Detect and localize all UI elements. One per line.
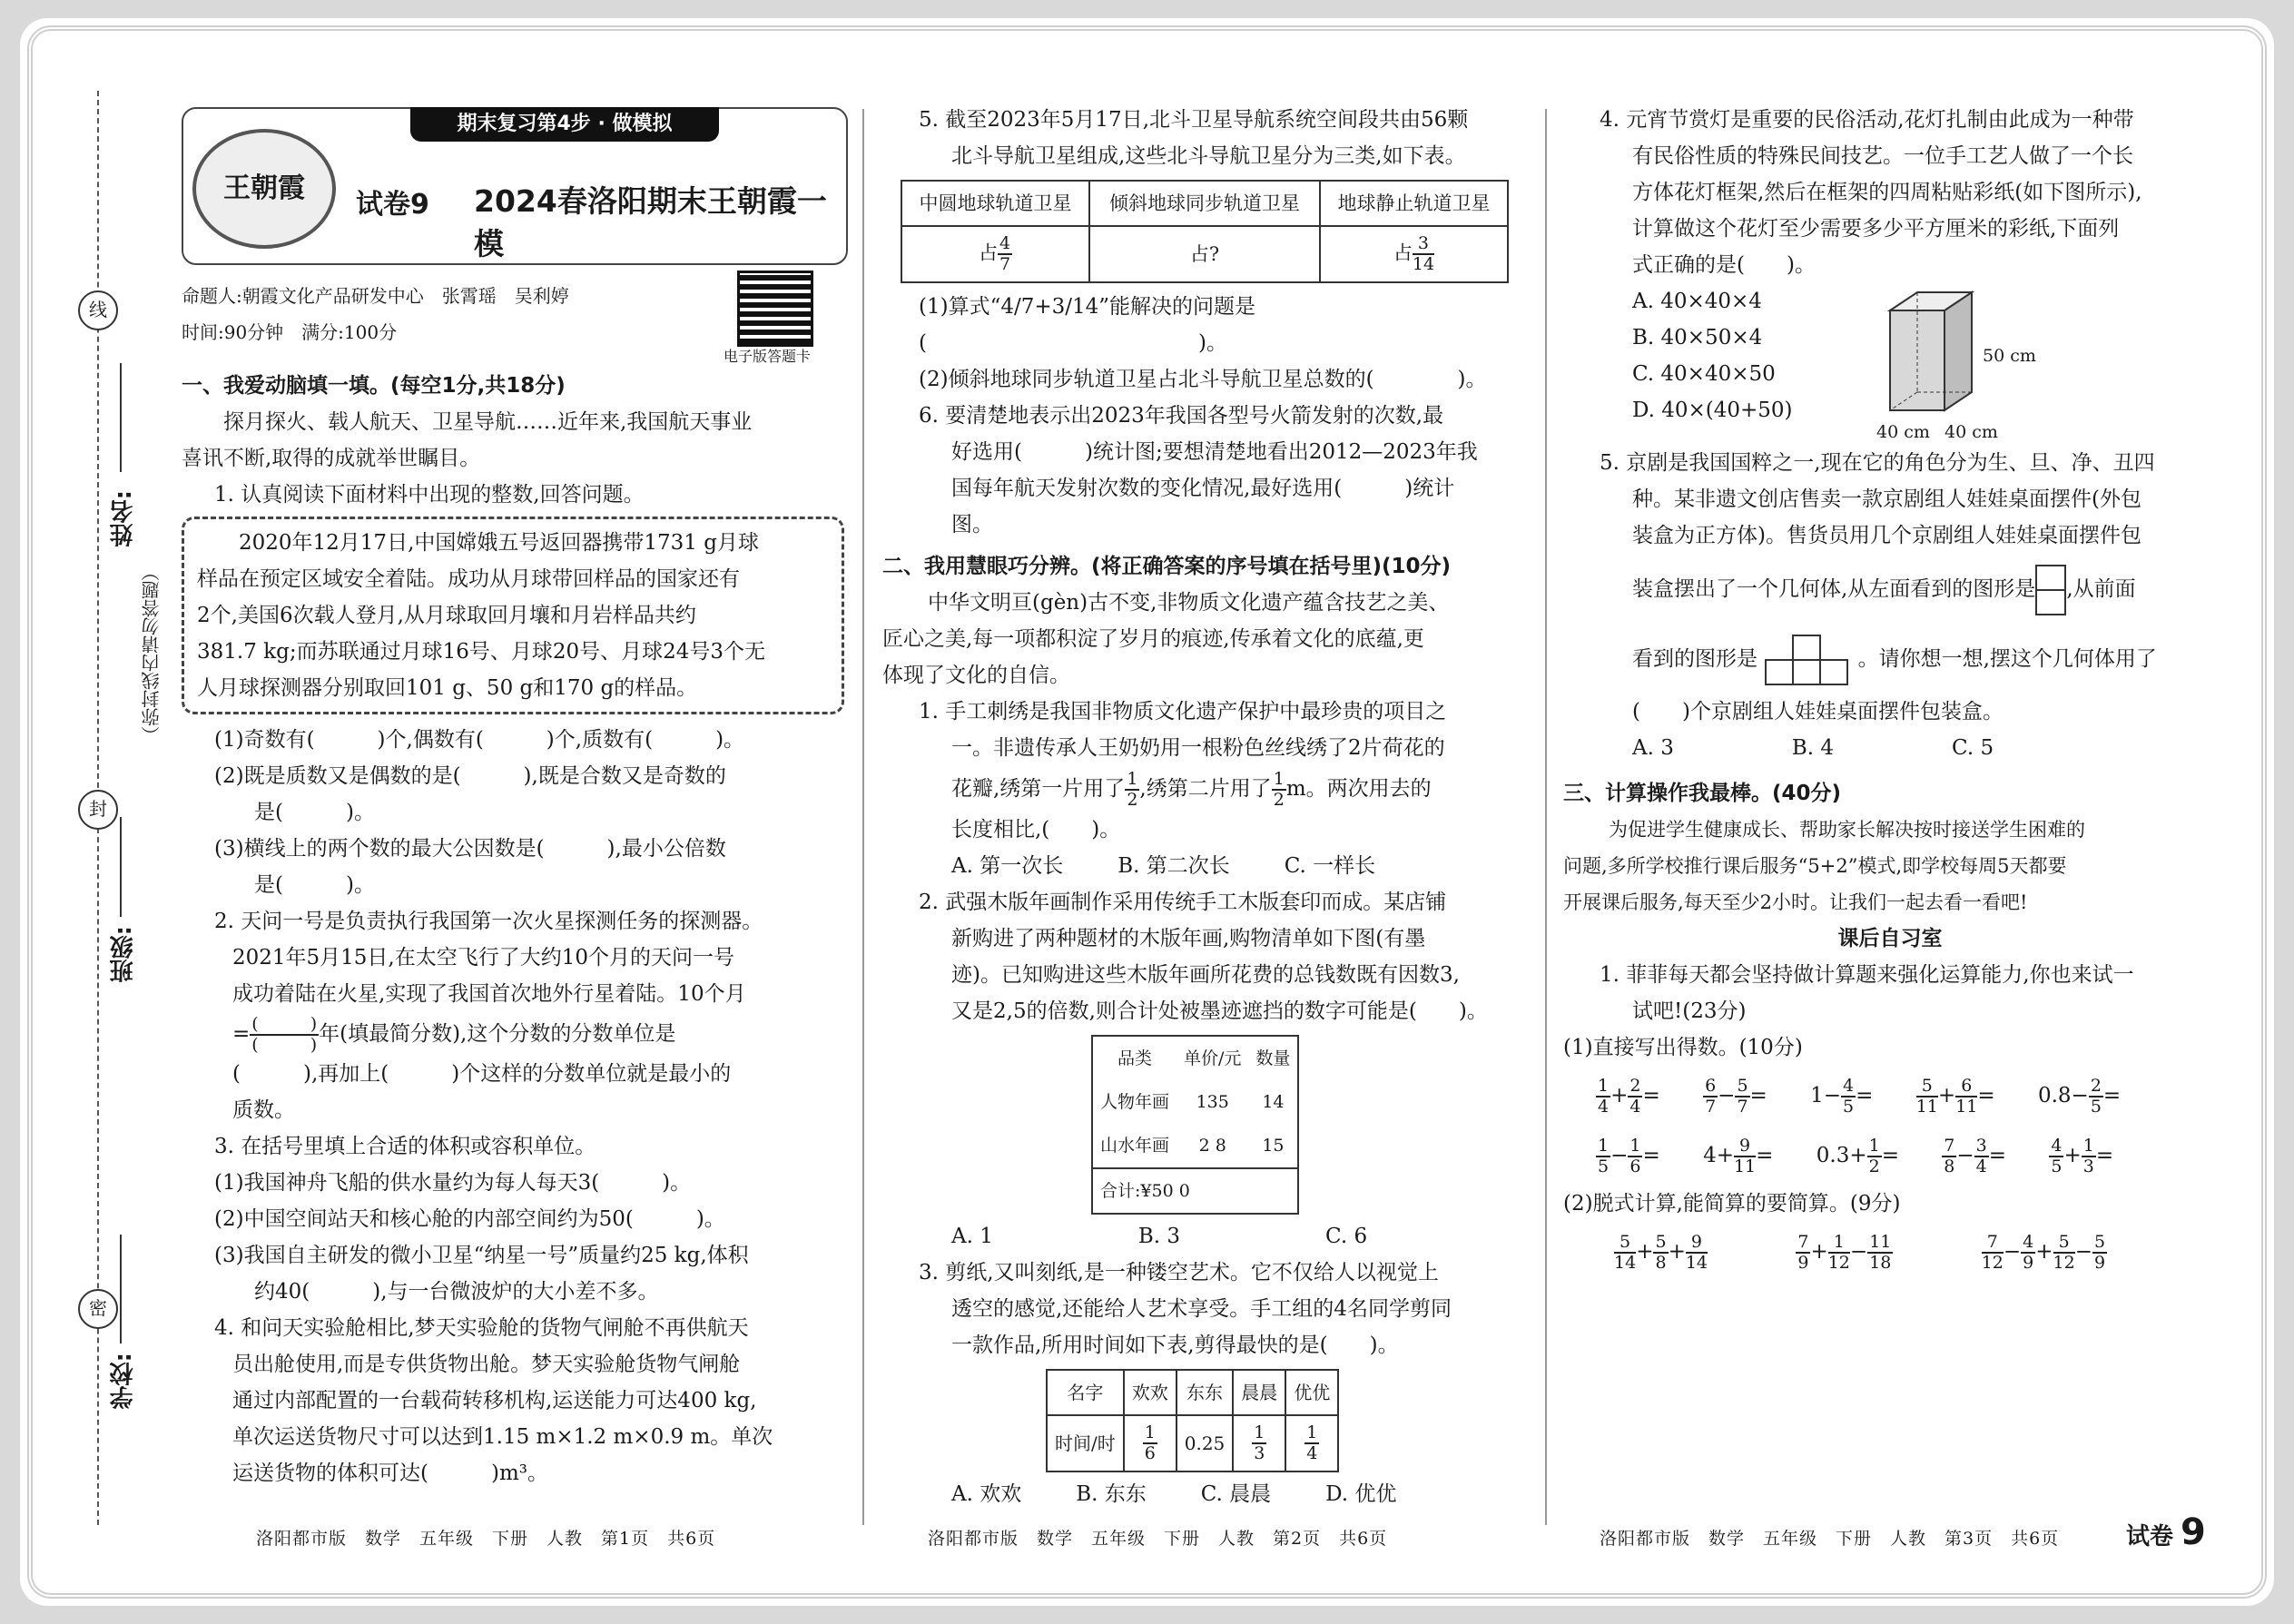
choice-4-line: 方体花灯框架,然后在框架的四周粘贴彩纸(如下图所示), (1632, 181, 2142, 204)
intro-line: 为促进学生健康成长、帮助家长解决按时接送学生困难的 (1609, 819, 2085, 841)
option-c[interactable]: C. 晨晨 (1200, 1482, 1272, 1506)
question-3-3[interactable]: (3)我国自主研发的微小卫星“纳星一号”质量约25 kg,体积 (214, 1244, 749, 1267)
direct-calc-row-1[interactable]: $\frac{1}{4}$ + $\frac{2}{4}$ = $\frac{6}{7}$ − $\frac{5}{7}$ = 1− $\frac{4}{5}$ = $\frac{5}{11}$ + $\frac{6}{11}$ = 0.8− $\frac{2}{5}$ = (1598, 1076, 2122, 1117)
calc-part-1: (1)直接写出得数。(10分) (1563, 1036, 1803, 1059)
table-header: 中圆地球轨道卫星 (901, 181, 1089, 226)
header-box (182, 107, 848, 265)
table-cell: 人物年画 (1092, 1080, 1177, 1124)
option-c[interactable]: C. 一样长 (1284, 854, 1376, 878)
table-cell: 2 8 (1198, 1136, 1226, 1156)
time-score: 时间:90分钟 满分:100分 (182, 321, 398, 343)
table-header: 地球静止轨道卫星 (1320, 181, 1508, 226)
table-cell: 山水年画 (1092, 1124, 1177, 1168)
option-b[interactable]: B. 第二次长 (1117, 854, 1230, 878)
choice-2: 2. 武强木版年画制作采用传统手工木版套印而成。某店铺 (919, 891, 1447, 914)
question-4-answer[interactable]: 运送货物的体积可达( )m³。 (232, 1462, 548, 1485)
step-calc-row[interactable]: $\frac{5}{14}$ + $\frac{5}{8}$ + $\frac{9}{14}$ $\frac{7}{9}$ + $\frac{1}{12}$ − $\frac{11}{18}$ $\frac{7}{12}$ − $\frac{4}{9}$ + $\frac{5}{12}$ − $\frac{5}{9}$ (1614, 1232, 2106, 1273)
question-1-3[interactable]: (3)横线上的两个数的最大公因数是( ),最小公倍数 (214, 837, 726, 861)
table-header: 数量 (1248, 1036, 1298, 1080)
choice-1: 1. 手工刺绣是我国非物质文化遗产保护中最珍贵的项目之 (919, 700, 1447, 723)
seal-mi: 密 (78, 1289, 118, 1329)
lantern-height-label: 50 cm (1983, 346, 2036, 366)
paper-number: 试卷9 (356, 189, 429, 221)
material-line: 样品在预定区域安全着陆。成功从月球带回样品的国家还有 (197, 567, 740, 591)
class-label: 班级: (110, 926, 137, 983)
question-2-line: 质数。 (232, 1098, 295, 1122)
class-field[interactable] (120, 817, 122, 917)
exam-sheet (20, 18, 2274, 1606)
question-5-2[interactable]: (2)倾斜地球同步轨道卫星占北斗导航卫星总数的( )。 (919, 368, 1487, 391)
table-cell: 14 (1248, 1080, 1298, 1124)
table-header: 名字 (1047, 1370, 1124, 1415)
option-b[interactable]: B. 3 (1137, 1225, 1181, 1248)
table-cell: 占 $\frac{3}{14}$ (1320, 226, 1508, 282)
option-d[interactable]: D. 40×(40+50) (1632, 399, 1793, 422)
option-c[interactable]: C. 5 (1952, 736, 1994, 760)
table-cell: $\frac{1}{6}$ (1124, 1415, 1177, 1471)
question-3-2[interactable]: (2)中国空间站天和核心舱的内部空间约为50( )。 (214, 1207, 725, 1231)
question-1-2-cont[interactable]: 是( )。 (254, 801, 375, 824)
option-a[interactable]: A. 40×40×4 (1632, 290, 1762, 313)
choice-3-line: 透空的感觉,还能给人艺术享受。手工组的4名同学剪同 (951, 1297, 1452, 1321)
choice-2-line: 迹)。已知购进这些木版年画所花费的总钱数既有因数3, (951, 963, 1460, 987)
option-b[interactable]: B. 40×50×4 (1632, 326, 1763, 349)
question-1-1[interactable]: (1)奇数有( )个,偶数有( )个,质数有( )。 (214, 728, 745, 752)
table-cell: 15 (1248, 1124, 1298, 1168)
banner: 期末复习第4步 · 做模拟 (410, 107, 719, 142)
qr-label: 电子版答题卡 (724, 348, 812, 365)
option-a[interactable]: A. 欢欢 (951, 1482, 1022, 1506)
question-6-line: 图。 (951, 513, 993, 536)
question-5: 5. 截至2023年5月17日,北斗卫星导航系统空间段共由56颗 (919, 108, 1469, 132)
choice-3-options (882, 1476, 1534, 1512)
front-view-figure (1764, 634, 1851, 686)
intro-line: 中华文明亘(gèn)古不变,非物质文化遗产蕴含技艺之美、 (928, 591, 1450, 615)
material-line: 381.7 kg;而苏联通过月球16号、月球20号、月球24号3个无 (197, 640, 765, 664)
table-header: 东东 (1177, 1370, 1234, 1415)
choice-1-options (882, 848, 1534, 884)
column-divider (862, 109, 864, 1525)
choice-5-line: 装盒为正方体)。售货员用几个京剧组人娃娃桌面摆件包 (1632, 524, 2141, 547)
shopping-list-table (1091, 1035, 1299, 1215)
intro-line: 探月探火、载人航天、卫星导航……近年来,我国航天事业 (223, 410, 753, 434)
name-label: 姓名: (110, 490, 137, 547)
school-label: 学校: (110, 1353, 137, 1410)
qr-code[interactable] (737, 271, 813, 347)
choice-2-line: 新购进了两种题材的木版年画,购物清单如下图(有墨 (951, 927, 1426, 950)
option-b[interactable]: B. 东东 (1076, 1482, 1147, 1506)
seal-xian: 线 (78, 290, 118, 330)
question-6-line[interactable]: 好选用( )统计图;要想清楚地看出2012—2023年我 (951, 440, 1478, 464)
table-cell: 占 $\frac{4}{7}$ (901, 226, 1089, 282)
option-a[interactable]: A. 1 (951, 1225, 993, 1248)
option-b[interactable]: B. 4 (1791, 736, 1835, 760)
table-cell: 0.25 (1177, 1415, 1234, 1471)
table-cell: 时间/时 (1047, 1415, 1124, 1471)
table-cell: $\frac{1}{3}$ (1233, 1415, 1285, 1471)
question-2-line: 成功着陆在火星,实现了我国首次地外行星着陆。10个月 (232, 982, 746, 1006)
choice-4-line: 有民俗性质的特殊民间技艺。一位手工艺人做了一个长 (1632, 144, 2133, 168)
choice-3: 3. 剪纸,又叫刻纸,是一种镂空艺术。它不仅给人以视觉上 (919, 1261, 1439, 1284)
choice-4-options-area (1563, 283, 2217, 442)
material-line: 2个,美国6次载人登月,从月球取回月壤和月岩样品共约 (197, 604, 696, 627)
question-5-1[interactable]: (1)算式“4/7+3/14”能解决的问题是( )。 (919, 295, 1256, 355)
choice-5-line: 种。某非遗文创店售卖一款京剧组人娃娃桌面摆件(外包 (1632, 487, 2141, 511)
question-1-2[interactable]: (2)既是质数又是偶数的是( ),既是合数又是奇数的 (214, 764, 726, 788)
page-title: 2024春洛阳期末王朝霞一模 (474, 183, 827, 261)
option-c[interactable]: C. 6 (1325, 1225, 1368, 1248)
choice-1-line: 花瓣,绣第一片用了 $\frac{1}{2}$ ,绣第二片用了 $\frac{1}{2}$ m。两次用去的 (951, 769, 1432, 810)
question-4-line: 单次运送货物尺寸可以达到1.15 m×1.2 m×0.9 m。单次 (232, 1425, 773, 1449)
table-cell: 135 (1196, 1092, 1229, 1112)
section-1-heading: 一、我爱动脑填一填。(每空1分,共18分) (182, 374, 566, 398)
table-header: 倾斜地球同步轨道卫星 (1089, 181, 1320, 226)
page-footer-2: 洛阳都市版 数学 五年级 下册 人教 第2页 共6页 (928, 1529, 1388, 1549)
question-5-line: 北斗导航卫星组成,这些北斗导航卫星分为三类,如下表。 (951, 144, 1466, 168)
seal-feng: 封 (78, 790, 118, 830)
choice-2-options (882, 1218, 1534, 1255)
choice-5-answer[interactable]: ( )个京剧组人娃娃桌面摆件包装盒。 (1632, 700, 2004, 723)
name-field[interactable] (120, 363, 122, 472)
table-header: 品类 (1092, 1036, 1177, 1080)
question-3: 3. 在括号里填上合适的体积或容积单位。 (214, 1135, 596, 1158)
left-view-figure (2035, 565, 2066, 615)
intro-line: 匠心之美,每一项都积淀了岁月的痕迹,传承着文化的底蕴,更 (882, 627, 1424, 651)
lantern-depth-label: 40 cm (1944, 422, 1998, 442)
lantern-width-label: 40 cm (1876, 422, 1930, 442)
direct-calc-row-2[interactable]: $\frac{1}{5}$ − $\frac{1}{6}$ = 4+ $\frac{9}{11}$ = 0.3+ $\frac{1}{2}$ = $\frac{7}{8}$ − $\frac{3}{4}$ = $\frac{4}{5}$ + $\frac{1}{3}$ = (1598, 1136, 2114, 1176)
table-header: 单价/元 (1177, 1036, 1248, 1080)
question-6-line[interactable]: 国每年航天发射次数的变化情况,最好选用( )统计 (951, 477, 1455, 500)
choice-5-line: 看到的图形是 。请你想一想,摆这个几何体用了 (1563, 625, 2217, 694)
intro-line: 体现了文化的自信。 (882, 664, 1070, 687)
material-line: 人月球探测器分别取回101 g、50 g和170 g的样品。 (197, 676, 698, 700)
material-box (182, 517, 844, 714)
question-3-3-cont[interactable]: 约40( ),与一台微波炉的大小差不多。 (254, 1280, 659, 1304)
no-answer-warning: （弥封线内请勿答题） (141, 563, 162, 744)
choice-5-line: 装盒摆出了一个几何体,从左面看到的图形是 ,从前面 (1563, 554, 2217, 625)
section-2-heading: 二、我用慧眼巧分辨。(将正确答案的序号填在括号里)(10分) (882, 555, 1452, 578)
intro-line: 开展课后服务,每天至少2小时。让我们一起去看一看吧! (1563, 891, 2028, 913)
page-footer-3: 洛阳都市版 数学 五年级 下册 人教 第3页 共6页 (1600, 1529, 2060, 1549)
table-total: 合计:¥50 0 (1092, 1168, 1298, 1214)
table-header: 晨晨 (1233, 1370, 1285, 1415)
question-2-line: 2021年5月15日,在太空飞行了大约10个月的天问一号 (232, 946, 735, 969)
option-a[interactable]: A. 第一次长 (951, 854, 1064, 878)
question-2: 2. 天问一号是负责执行我国第一次火星探测任务的探测器。 (214, 910, 763, 933)
choice-3-answer[interactable]: 一款作品,所用时间如下表,剪得最快的是( )。 (951, 1334, 1399, 1357)
column-2 (882, 102, 1534, 1512)
calc-question-1-line: 试吧!(23分) (1632, 999, 1747, 1023)
calc-part-2: (2)脱式计算,能简算的要简算。(9分) (1563, 1192, 1901, 1216)
logo: 王朝霞 (192, 129, 336, 249)
column-3 (1563, 102, 2217, 1282)
school-field[interactable] (120, 1235, 122, 1343)
table-cell: $\frac{1}{4}$ (1285, 1415, 1338, 1471)
calc-question-1: 1. 菲菲每天都会坚持做计算题来强化运算能力,你也来试一 (1600, 963, 2134, 987)
choice-5: 5. 京剧是我国国粹之一,现在它的角色分为生、旦、净、丑四 (1600, 451, 2155, 475)
question-2-line[interactable]: ( ),再加上( )个这样的分数单位就是最小的 (232, 1062, 732, 1086)
choice-1-line: 一。非遗传承人王奶奶用一根粉色丝线绣了2片荷花的 (951, 736, 1445, 760)
time-table (1046, 1369, 1339, 1472)
question-4-line: 员出舱使用,而是专供货物出舱。梦天实验舱货物气闸舱 (232, 1353, 741, 1376)
table-header: 欢欢 (1124, 1370, 1177, 1415)
question-1-3-cont[interactable]: 是( )。 (254, 873, 375, 897)
column-divider (1545, 109, 1547, 1525)
satellite-table (901, 180, 1509, 283)
question-6: 6. 要清楚地表示出2023年我国各型号火箭发射的次数,最 (919, 404, 1444, 428)
section-3-heading: 三、计算操作我最棒。(40分) (1563, 782, 1842, 805)
question-3-1[interactable]: (1)我国神舟飞船的供水量约为每人每天3( )。 (214, 1171, 692, 1195)
intro-line: 喜讯不断,取得的成就举世瞩目。 (182, 447, 481, 470)
question-4: 4. 和问天实验舱相比,梦天实验舱的货物气闸舱不再供航天 (214, 1316, 749, 1340)
choice-5-options (1563, 730, 2217, 766)
intro-line: 问题,多所学校推行课后服务“5+2”模式,即学校每周5天都要 (1563, 855, 2067, 877)
question-1: 1. 认真阅读下面材料中出现的整数,回答问题。 (214, 483, 645, 507)
material-line: 2020年12月17日,中国嫦娥五号返回器携带1731 g月球 (239, 531, 759, 555)
paper-tag: 试卷 9 (2126, 1511, 2206, 1553)
choice-4: 4. 元宵节赏灯是重要的民俗活动,花灯扎制由此成为一种带 (1600, 108, 2134, 132)
option-d[interactable]: D. 优优 (1325, 1482, 1397, 1506)
choice-1-answer[interactable]: 长度相比,( )。 (951, 818, 1121, 842)
table-cell: 占? (1089, 226, 1320, 282)
choice-4-answer[interactable]: 式正确的是( )。 (1632, 253, 1816, 277)
question-4-line: 通过内部配置的一台载荷转移机构,运送能力可达400 kg, (232, 1389, 757, 1412)
option-a[interactable]: A. 3 (1632, 736, 1674, 760)
option-c[interactable]: C. 40×40×50 (1632, 362, 1776, 386)
answer-fraction[interactable]: $\frac{( )}{( )}$ (251, 1014, 318, 1055)
question-2-fraction-line[interactable]: = $\frac{( )}{( )}$ 年(填最简分数),这个分数的分数单位是 (232, 1014, 676, 1055)
table-header: 优优 (1285, 1370, 1338, 1415)
authors: 命题人:朝霞文化产品研发中心 张霄瑶 吴利婷 (182, 285, 569, 307)
choice-4-line: 计算做这个花灯至少需要多少平方厘米的彩纸,下面列 (1632, 217, 2120, 241)
column-1 (182, 368, 844, 1491)
choice-2-answer[interactable]: 又是2,5的倍数,则合计处被墨迹遮挡的数字可能是( )。 (951, 999, 1488, 1023)
subsection-title: 课后自习室 (1837, 927, 1943, 950)
page-footer-1: 洛阳都市版 数学 五年级 下册 人教 第1页 共6页 (256, 1529, 716, 1549)
